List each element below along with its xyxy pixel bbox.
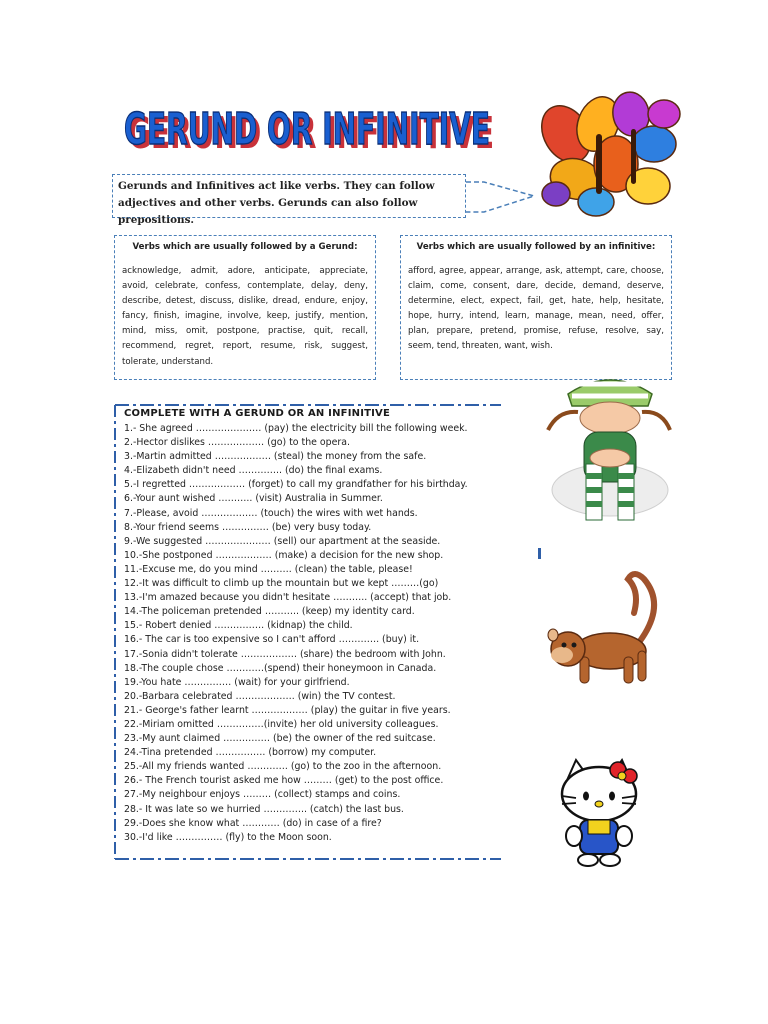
butterflies-clipart — [536, 84, 686, 224]
monkey-clipart — [544, 565, 672, 693]
infinitive-verbs-box — [400, 235, 672, 380]
page-title — [122, 94, 502, 164]
exercise-list — [124, 422, 468, 845]
exercise-item: 24.-Tina pretended ……………. (borrow) my computer. — [124, 747, 377, 759]
exercise-item: 10.-She postponed ……………… (make) a decision for the new shop. — [124, 549, 444, 561]
exercise-item: 5.-I regretted ……………… (forget) to call my grandfather for his birthday. — [124, 479, 468, 491]
exercise-item: 21.- George's father learnt ……………… (play) the guitar in five years. — [124, 704, 451, 716]
exercise-item: 11.-Excuse me, do you mind ………. (clean) the table, please! — [124, 563, 413, 575]
exercise-item: 2.-Hector dislikes ……………… (go) to the opera. — [124, 437, 350, 449]
exercise-item: 1.- She agreed ………………… (pay) the electricity bill the following week. — [124, 423, 468, 434]
intro-text: Gerunds and Infinitives act like verbs. They can follow adjectives and other verbs. Gerunds can also follow prepositions. — [118, 180, 435, 226]
exercise-section — [112, 402, 504, 862]
gerund-verbs-box — [114, 235, 376, 380]
title-text: GERUND OR INFINITIVE — [124, 104, 490, 155]
exercise-item: 18.-The couple chose …………(spend) their honeymoon in Canada. — [124, 662, 437, 674]
gerund-box-heading: Verbs which are usually followed by a Gerund: — [132, 242, 358, 252]
exercise-item: 3.-Martin admitted ……………… (steal) the money from the safe. — [124, 451, 427, 463]
border-tick-mark — [538, 548, 541, 559]
exercise-item: 25.-All my friends wanted …………. (go) to the zoo in the afternoon. — [124, 761, 442, 773]
exercise-item: 6.-Your aunt wished ……….. (visit) Australia in Summer. — [124, 493, 383, 505]
exercise-item: 27.-My neighbour enjoys ……… (collect) stamps and coins. — [124, 789, 401, 801]
exercise-item: 28.- It was late so we hurried ………….. (catch) the last bus. — [124, 803, 404, 815]
exercise-item: 26.- The French tourist asked me how ……… (get) to the post office. — [124, 775, 444, 787]
exercise-item: 16.- The car is too expensive so I can't afford …………. (buy) it. — [124, 634, 420, 646]
exercise-item: 12.-It was difficult to climb up the mountain but we kept ………(go) — [124, 578, 439, 590]
exercise-item: 30.-I'd like …………… (fly) to the Moon soon. — [124, 831, 332, 843]
intro-arrow — [464, 180, 536, 214]
exercise-item: 8.-Your friend seems …………… (be) very busy today. — [124, 521, 372, 533]
elf-girl-clipart — [544, 372, 672, 530]
exercise-item: 4.-Elizabeth didn't need ………….. (do) the final exams. — [124, 465, 383, 477]
infinitive-box-heading: Verbs which are usually followed by an infinitive: — [416, 242, 656, 252]
exercise-item: 23.-My aunt claimed …………… (be) the owner of the red suitcase. — [124, 733, 436, 745]
intro-box — [112, 174, 466, 226]
exercise-item: 19.-You hate …………… (wait) for your girlfriend. — [124, 676, 350, 688]
exercise-item: 7.-Please, avoid ……………… (touch) the wires with wet hands. — [124, 507, 418, 519]
hello-kitty-clipart — [558, 756, 640, 868]
exercise-item: 20.-Barbara celebrated ………………. (win) the TV contest. — [124, 690, 396, 702]
exercise-item: 13.-I'm amazed because you didn't hesitate ……….. (accept) that job. — [124, 592, 452, 604]
exercise-item: 17.-Sonia didn't tolerate ……………… (share) the bedroom with John. — [124, 648, 446, 660]
exercise-title: COMPLETE WITH A GERUND OR AN INFINITIVE — [124, 408, 391, 419]
exercise-item: 14.-The policeman pretended ……….. (keep) my identity card. — [124, 606, 415, 618]
exercise-item: 15.- Robert denied ……………. (kidnap) the child. — [124, 620, 353, 632]
gerund-verbs-list: acknowledge, admit, adore, anticipate, appreciate, avoid, celebrate, confess, contemplate, delay, deny, describe, detest, discuss, dislike, dread, endure, enjoy, fancy, finish, imagine, involve, keep, justify, mention, mind, miss, omit, postpone, practise, quit, recall, recommend, regret, report, resume, risk, suggest, tolerate, understand. — [122, 266, 368, 367]
exercise-item: 9.-We suggested ………………… (sell) our apartment at the seaside. — [124, 535, 441, 547]
exercise-item: 22.-Miriam omitted ……………(invite) her old university colleagues. — [124, 718, 439, 730]
title-shadow: GERUND OR INFINITIVE — [128, 108, 494, 159]
infinitive-verbs-list: afford, agree, appear, arrange, ask, attempt, care, choose, claim, come, consent, dare, decide, demand, deserve, determine, elect, expect, fail, get, hate, help, hesitate, hope, hurry, intend, learn, manage, mean, need, offer, plan, prepare, pretend, promise, refuse, resolve, say, seem, tend, threaten, want, wish. — [408, 266, 664, 352]
exercise-item: 29.-Does she know what ………… (do) in case of a fire? — [124, 817, 382, 829]
